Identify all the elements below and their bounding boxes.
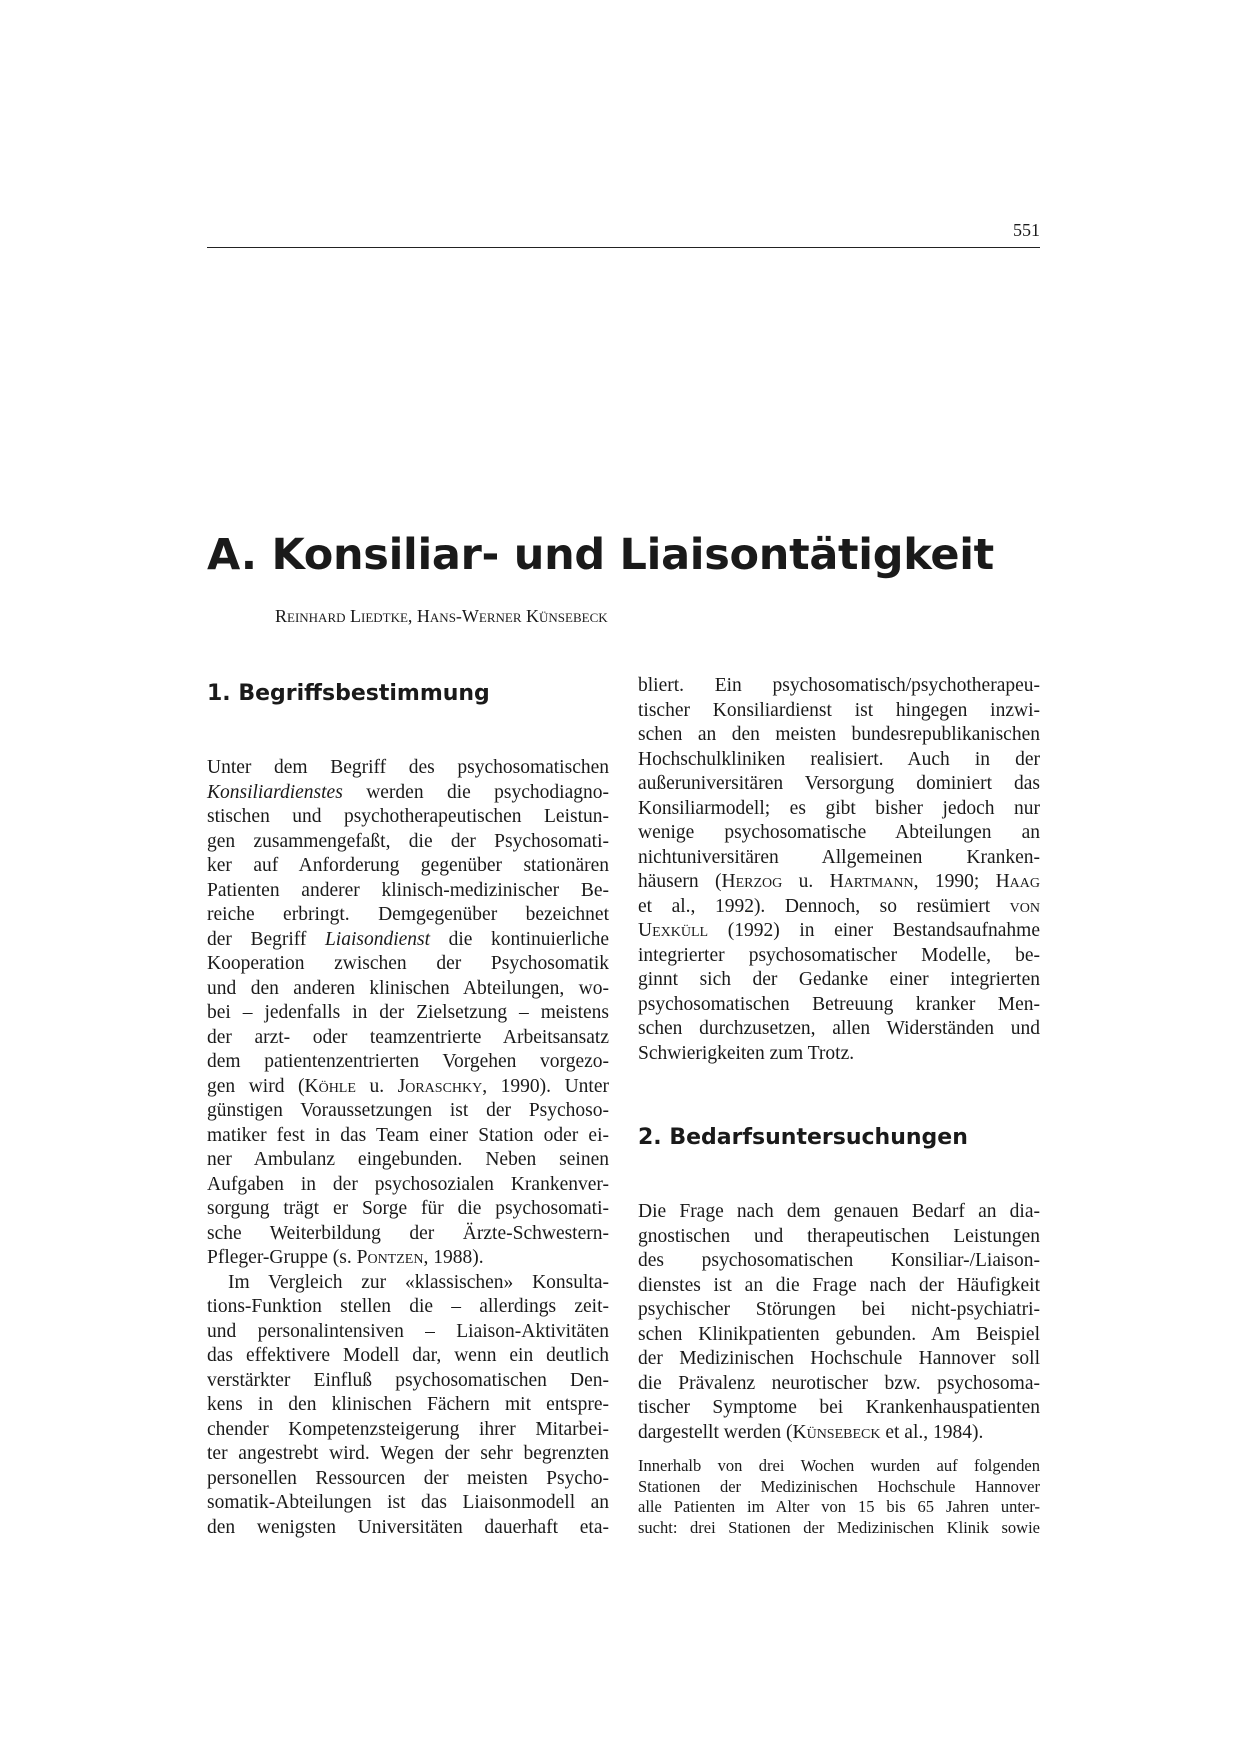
text-line: ginnt sich der Gedanke einer integrierten — [638, 969, 1040, 990]
text-line: personellen Ressourcen der meisten Psycho- — [207, 1467, 609, 1489]
text-line: Unter dem Begriff des psychosomatischen — [207, 757, 609, 778]
text-line: schen an den meisten bundesrepublikanischen — [638, 724, 1040, 745]
text-line: chender Kompetenzsteigerung ihrer Mitarbei- — [207, 1418, 609, 1440]
text-line: sche Weiterbildung der Ärzte-Schwestern- — [207, 1222, 609, 1244]
text-line: matiker fest in das Team einer Station oder ei- — [207, 1124, 609, 1146]
text-line: Pfleger-Gruppe (s. Pontzen, 1988). — [207, 1247, 484, 1268]
section-heading-2: 2. Bedarfsuntersuchungen — [638, 1125, 968, 1150]
text-line: der arzt- oder teamzentrierte Arbeitsansatz — [207, 1026, 609, 1048]
small-print-paragraph — [638, 1456, 1040, 1538]
text-line: und den anderen klinischen Abteilungen, wo- — [207, 977, 609, 999]
text-line: gnostischen und therapeutischen Leistungen — [638, 1225, 1040, 1247]
chapter-title: A. Konsiliar- und Liaisontätigkeit — [207, 530, 994, 580]
text-line: gen zusammengefaßt, die der Psychosomati- — [207, 830, 609, 852]
text-line: schen durchzusetzen, allen Widerständen und — [638, 1018, 1040, 1039]
text-line: bei – jedenfalls in der Zielsetzung – meistens — [207, 1002, 609, 1023]
italic-term: Liaisondienst — [324, 928, 431, 950]
text-line: der Medizinischen Hochschule Hannover soll — [638, 1348, 1040, 1369]
continuation-paragraph — [638, 674, 1040, 1066]
authors: Reinhard Liedtke, Hans-Werner Künsebeck — [275, 606, 608, 626]
text-line: ner Ambulanz eingebunden. Neben seinen — [207, 1149, 609, 1170]
text-line: Patienten anderer klinisch-medizinischer Be- — [207, 879, 609, 901]
text-line: der Begriff Liaisondienst die kontinuierliche — [207, 928, 609, 950]
text-line: dienstes ist an die Frage nach der Häufigkeit — [638, 1274, 1040, 1296]
text-line: psychischer Störungen bei nicht-psychiatri- — [638, 1299, 1040, 1320]
text-line: außeruniversitären Versorgung dominiert das — [638, 773, 1040, 794]
text-line: dargestellt werden (Künsebeck et al., 1984). — [638, 1421, 984, 1443]
text-line: reiche erbringt. Demgegenüber bezeichnet — [207, 904, 609, 925]
text-line: sorgung trägt er Sorge für die psychosomati- — [207, 1198, 609, 1219]
text-line: stischen und psychotherapeutischen Leistun- — [207, 806, 609, 827]
text-line: tions-Funktion stellen die – allerdings zeit- — [207, 1296, 609, 1317]
text-line: Hochschulkliniken realisiert. Auch in der — [638, 748, 1040, 770]
text-line: bliert. Ein psychosomatisch/psychotherapeu- — [638, 675, 1040, 696]
text-line: Konsiliarmodell; es gibt bisher jedoch nur — [638, 797, 1040, 819]
text-line: gen wird (Köhle u. Joraschky, 1990). Unter — [207, 1075, 609, 1097]
text-line: Kooperation zwischen der Psychosomatik — [207, 953, 609, 974]
italic-term: Konsiliardienstes — [207, 781, 343, 803]
text-line: Im Vergleich zur «klassischen» Konsulta- — [228, 1271, 609, 1293]
text-line: psychosomatischen Betreuung kranker Men- — [638, 993, 1040, 1015]
text-line: tischer Konsiliardienst ist hingegen inzwi- — [638, 699, 1040, 721]
text-line: Konsiliardienstes werden die psychodiagno- — [207, 781, 609, 803]
text-line: Stationen der Medizinischen Hochschule Hannover — [638, 1476, 1040, 1496]
text-line: des psychosomatischen Konsiliar-/Liaison- — [638, 1250, 1040, 1271]
text-line: sucht: drei Stationen der Medizinischen Klinik sowie — [638, 1517, 1040, 1537]
page-number: 551 — [1013, 220, 1040, 240]
text-line: integrierter psychosomatischer Modelle, be- — [638, 944, 1040, 966]
section-heading-1: 1. Begriffsbestimmung — [207, 681, 490, 706]
text-line: somatik-Abteilungen ist das Liaisonmodell an — [207, 1492, 609, 1513]
text-line: und personalintensiven – Liaison-Aktivitäten — [207, 1320, 609, 1342]
text-line: häusern (Herzog u. Hartmann, 1990; Haag — [638, 871, 1041, 892]
text-line: den wenigsten Universitäten dauerhaft eta- — [207, 1516, 609, 1538]
text-line: schen Klinikpatienten gebunden. Am Beispiel — [638, 1323, 1040, 1345]
text-line: Uexküll (1992) in einer Bestandsaufnahme — [638, 920, 1040, 941]
text-line: verstärkter Einfluß psychosomatischen Den- — [207, 1369, 609, 1391]
left-column — [207, 674, 609, 1540]
text-line: et al., 1992). Dennoch, so resümiert von — [638, 895, 1040, 917]
text-line: wenige psychosomatische Abteilungen an — [638, 822, 1040, 843]
section1-paragraph-1 — [207, 756, 609, 1271]
text-line: Die Frage nach dem genauen Bedarf an dia- — [638, 1201, 1040, 1222]
text-line: kens in den klinischen Fächern mit entspre- — [207, 1394, 609, 1415]
text-line: Innerhalb von drei Wochen wurden auf folgenden — [638, 1456, 1040, 1475]
text-line: ker auf Anforderung gegenüber stationären — [207, 855, 609, 876]
text-line: alle Patienten im Alter von 15 bis 65 Jahren unter- — [638, 1497, 1040, 1516]
header-rule — [207, 247, 1040, 248]
text-line: das effektivere Modell dar, wenn ein deutlich — [207, 1345, 609, 1366]
section1-paragraph-2 — [207, 1271, 609, 1541]
text-line: ter angestrebt wird. Wegen der sehr begrenzten — [207, 1443, 609, 1464]
text-line: dem patientenzentrierten Vorgehen vorgezo- — [207, 1051, 609, 1072]
text-line: tischer Symptome bei Krankenhauspatienten — [638, 1397, 1040, 1418]
text-line: die Prävalenz neurotischer bzw. psychosoma- — [638, 1372, 1040, 1394]
text-line: Schwierigkeiten zum Trotz. — [638, 1042, 855, 1064]
text-line: nichtuniversitären Allgemeinen Kranken- — [638, 846, 1040, 868]
text-line: günstigen Voraussetzungen ist der Psychoso- — [207, 1100, 609, 1121]
text-line: Aufgaben in der psychosozialen Krankenver- — [207, 1173, 609, 1195]
section2-paragraph — [638, 1200, 1040, 1445]
right-column — [638, 674, 1040, 1538]
